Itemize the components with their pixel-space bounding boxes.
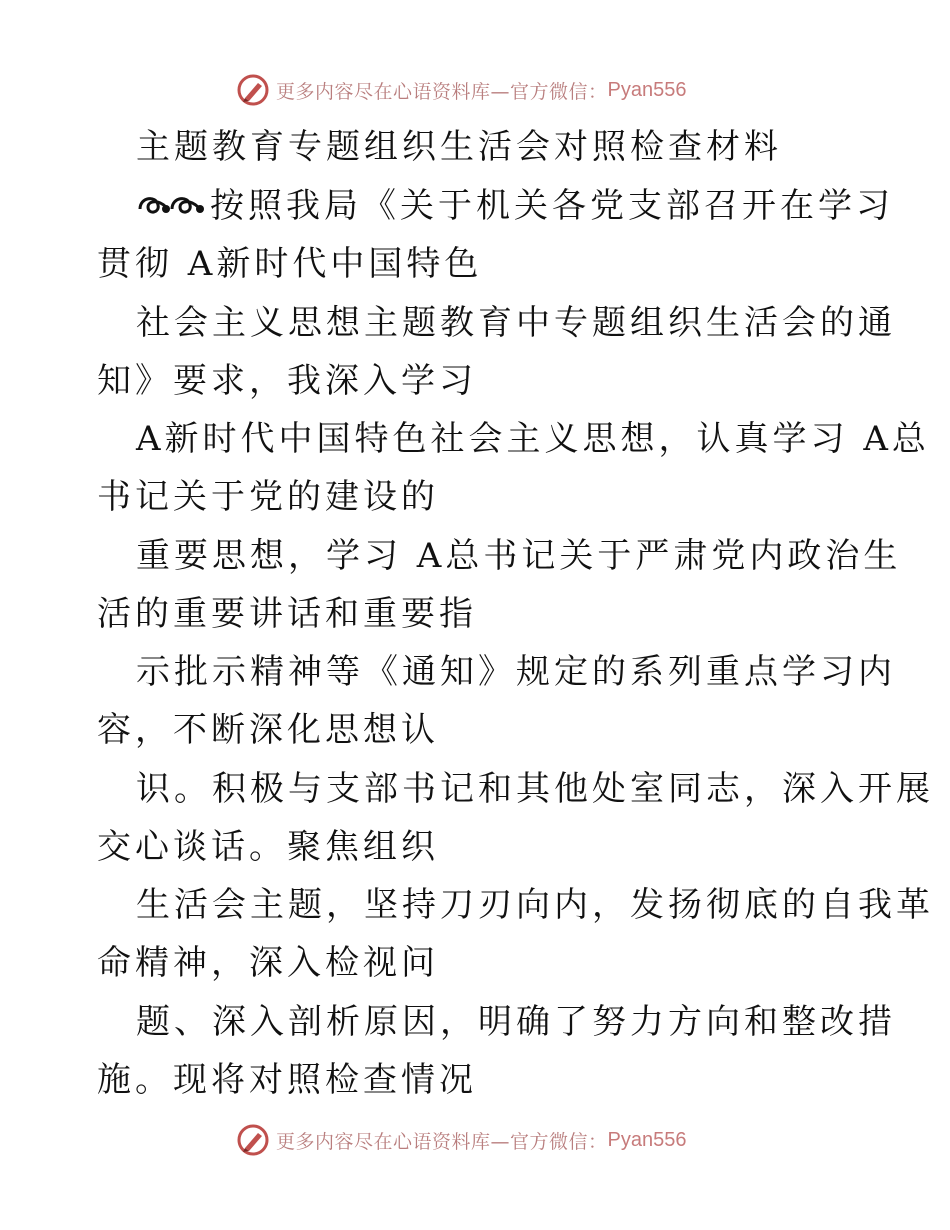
pen-logo-icon (236, 73, 270, 107)
watermark-text: 更多内容尽在心语资料库—官方微信： (276, 80, 608, 103)
body-line-5: A新时代中国特色社会主义思想，认真学习 A总 (136, 419, 930, 459)
header-watermark (236, 70, 686, 110)
pen-logo-icon (236, 1123, 270, 1157)
watermark-text: 更多内容尽在心语资料库—官方微信： (276, 1130, 608, 1153)
body-line-11: 识。积极与支部书记和其他处室同志，深入开展 (136, 769, 934, 809)
body-line-10: 容，不断深化思想认 (97, 710, 439, 750)
body-line-13: 生活会主题，坚持刀刃向内，发扬彻底的自我革 (136, 885, 934, 925)
body-line-7: 重要思想，学习 A总书记关于严肃党内政治生 (136, 536, 902, 576)
footer-watermark (236, 1120, 686, 1160)
body-line-3: 社会主义思想主题教育中专题组织生活会的通 (136, 303, 896, 343)
body-line-6: 书记关于党的建设的 (97, 477, 439, 517)
body-line-1 (136, 183, 894, 229)
ornament-icon (136, 189, 208, 219)
document-title: 主题教育专题组织生活会对照检查材料 (136, 127, 782, 167)
body-line-14: 命精神，深入检视问 (97, 943, 439, 983)
watermark-wechat-id: Pyan556 (607, 1128, 687, 1151)
body-line-12: 交心谈话。聚焦组织 (97, 827, 439, 867)
body-line-15: 题、深入剖析原因，明确了努力方向和整改措 (136, 1002, 896, 1042)
body-line-9: 示批示精神等《通知》规定的系列重点学习内 (136, 652, 896, 692)
body-line-4: 知》要求，我深入学习 (97, 361, 477, 401)
body-line-text: 按照我局《关于机关各党支部召开在学习 (210, 186, 894, 226)
body-line-2: 贯彻 A新时代中国特色 (97, 244, 483, 284)
watermark-wechat-id: Pyan556 (607, 78, 687, 101)
body-line-16: 施。现将对照检查情况 (97, 1060, 477, 1100)
body-line-8: 活的重要讲话和重要指 (97, 594, 477, 634)
